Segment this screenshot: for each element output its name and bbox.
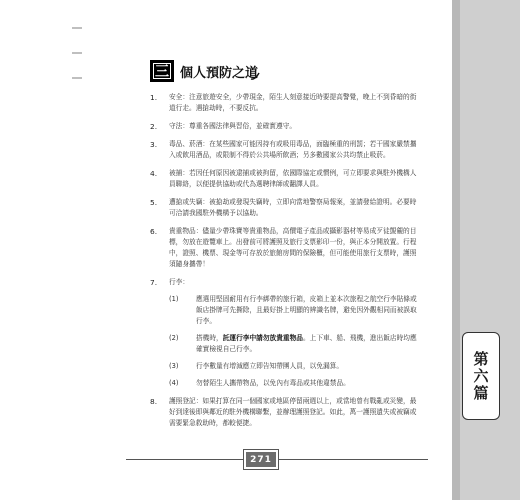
chapter-tab-label: 第六篇	[471, 350, 490, 402]
item-number: 1.	[150, 93, 158, 102]
item-number: 8.	[150, 397, 158, 406]
list-item	[150, 168, 420, 190]
item-text: 貴重物品：儘量少帶珠寶等貴重物品，高價電子產品或攝影器材等易成歹徒覬覦的目標，勿放在遊覽車上。出發前可將護照及旅行支票影印一份，與正本分開放置。行程中，證照、機票、現金等可存放於旅館房間的保險櫃，但可能使用旅行支票時，護照須隨身攜帶！	[169, 227, 417, 268]
margin-mark	[72, 27, 82, 29]
list-item	[150, 139, 420, 161]
section-body	[150, 92, 420, 436]
sub-item-text: 搭機時，	[196, 334, 223, 342]
sub-item-text: 應選用堅固耐用有行李綁帶的旅行箱，皮箱上並本次旅程之航空行李貼條或飯店掛牌可先撕除，且最好掛上明顯的辨識名牌，避免因外觀相同而被誤取行李。	[196, 295, 417, 325]
list-item	[150, 226, 420, 270]
sub-item-text: 。上下車、船、飛機，進出飯店時均應確實檢視自己行李。	[196, 334, 417, 353]
list-item	[150, 92, 420, 114]
item-text: 安全：注意旅遊安全，少帶現金，陌生人刻意接近時要提高警覺，晚上不到昏暗的街道行走。遇搶劫時，不要反抗。	[169, 93, 417, 112]
item-text: 被捕：若因任何原因被逮捕或被拘留，依國際協定或慣例，可立即要求與駐外機構人員聯絡，以便提供協助或代為選聘律師或翻譯人員。	[169, 169, 417, 188]
item-number: 2.	[150, 122, 158, 131]
item-number: 7.	[150, 278, 158, 287]
section-title: 個人預防之道	[180, 66, 259, 81]
item-text: 護照登記：如果打算在同一個國家或地區停留兩週以上，或當地曾有戰亂或災變，最好到達後即與鄰近的駐外機構聯繫，並辦理護照登記。如此，萬一護照遺失或被竊或需要緊急救助時，都較便捷。	[169, 397, 417, 427]
list-item	[150, 197, 420, 219]
sub-item-text: 勿替陌生人攜帶物品，以免內有毒品或其他違禁品。	[196, 379, 350, 387]
sub-item	[169, 294, 420, 327]
sub-item	[169, 333, 420, 355]
chapter-tab[interactable]	[462, 332, 500, 420]
list-item	[150, 121, 420, 132]
item-text: 守法：尊重各國法律與習俗，並確實遵守。	[169, 122, 297, 130]
margin-mark	[72, 77, 82, 79]
margin-mark	[72, 52, 82, 54]
item-text: 行李：	[169, 278, 190, 286]
sub-item-text: 行李數量有增減應立即告知帶團人員，以免漏算。	[196, 362, 344, 370]
side-tab-strip	[452, 0, 520, 500]
list-item	[150, 396, 420, 429]
sub-item	[169, 378, 420, 389]
sub-item-number: (1)	[169, 295, 179, 303]
item-text: 遭搶或失竊：被搶劫或發現失竊時，立即向當地警察局報案，並請發給證明。必要時可洽請我國駐外機構予以協助。	[169, 198, 417, 217]
item-number: 4.	[150, 169, 158, 178]
swoosh-icon	[250, 71, 260, 81]
section-number-badge: 三	[150, 60, 174, 82]
sub-item-number: (2)	[169, 334, 179, 342]
item-number: 3.	[150, 140, 158, 149]
sub-item	[169, 361, 420, 372]
sub-item-number: (3)	[169, 362, 179, 370]
list-item-luggage	[150, 277, 420, 389]
sub-item-number: (4)	[169, 379, 179, 387]
item-number: 5.	[150, 198, 158, 207]
highlighted-warning: 託運行李中請勿放貴重物品	[222, 334, 303, 342]
page-number: 271	[244, 450, 278, 469]
item-text: 毒品、菸酒：在某些國家可能因持有或吸用毒品，面臨極重的刑罰；若干國家嚴禁攜入或飲用酒品，或限制不得於公共場所飲酒；另多數國家公共均禁止吸菸。	[169, 140, 417, 159]
item-number: 6.	[150, 227, 158, 236]
